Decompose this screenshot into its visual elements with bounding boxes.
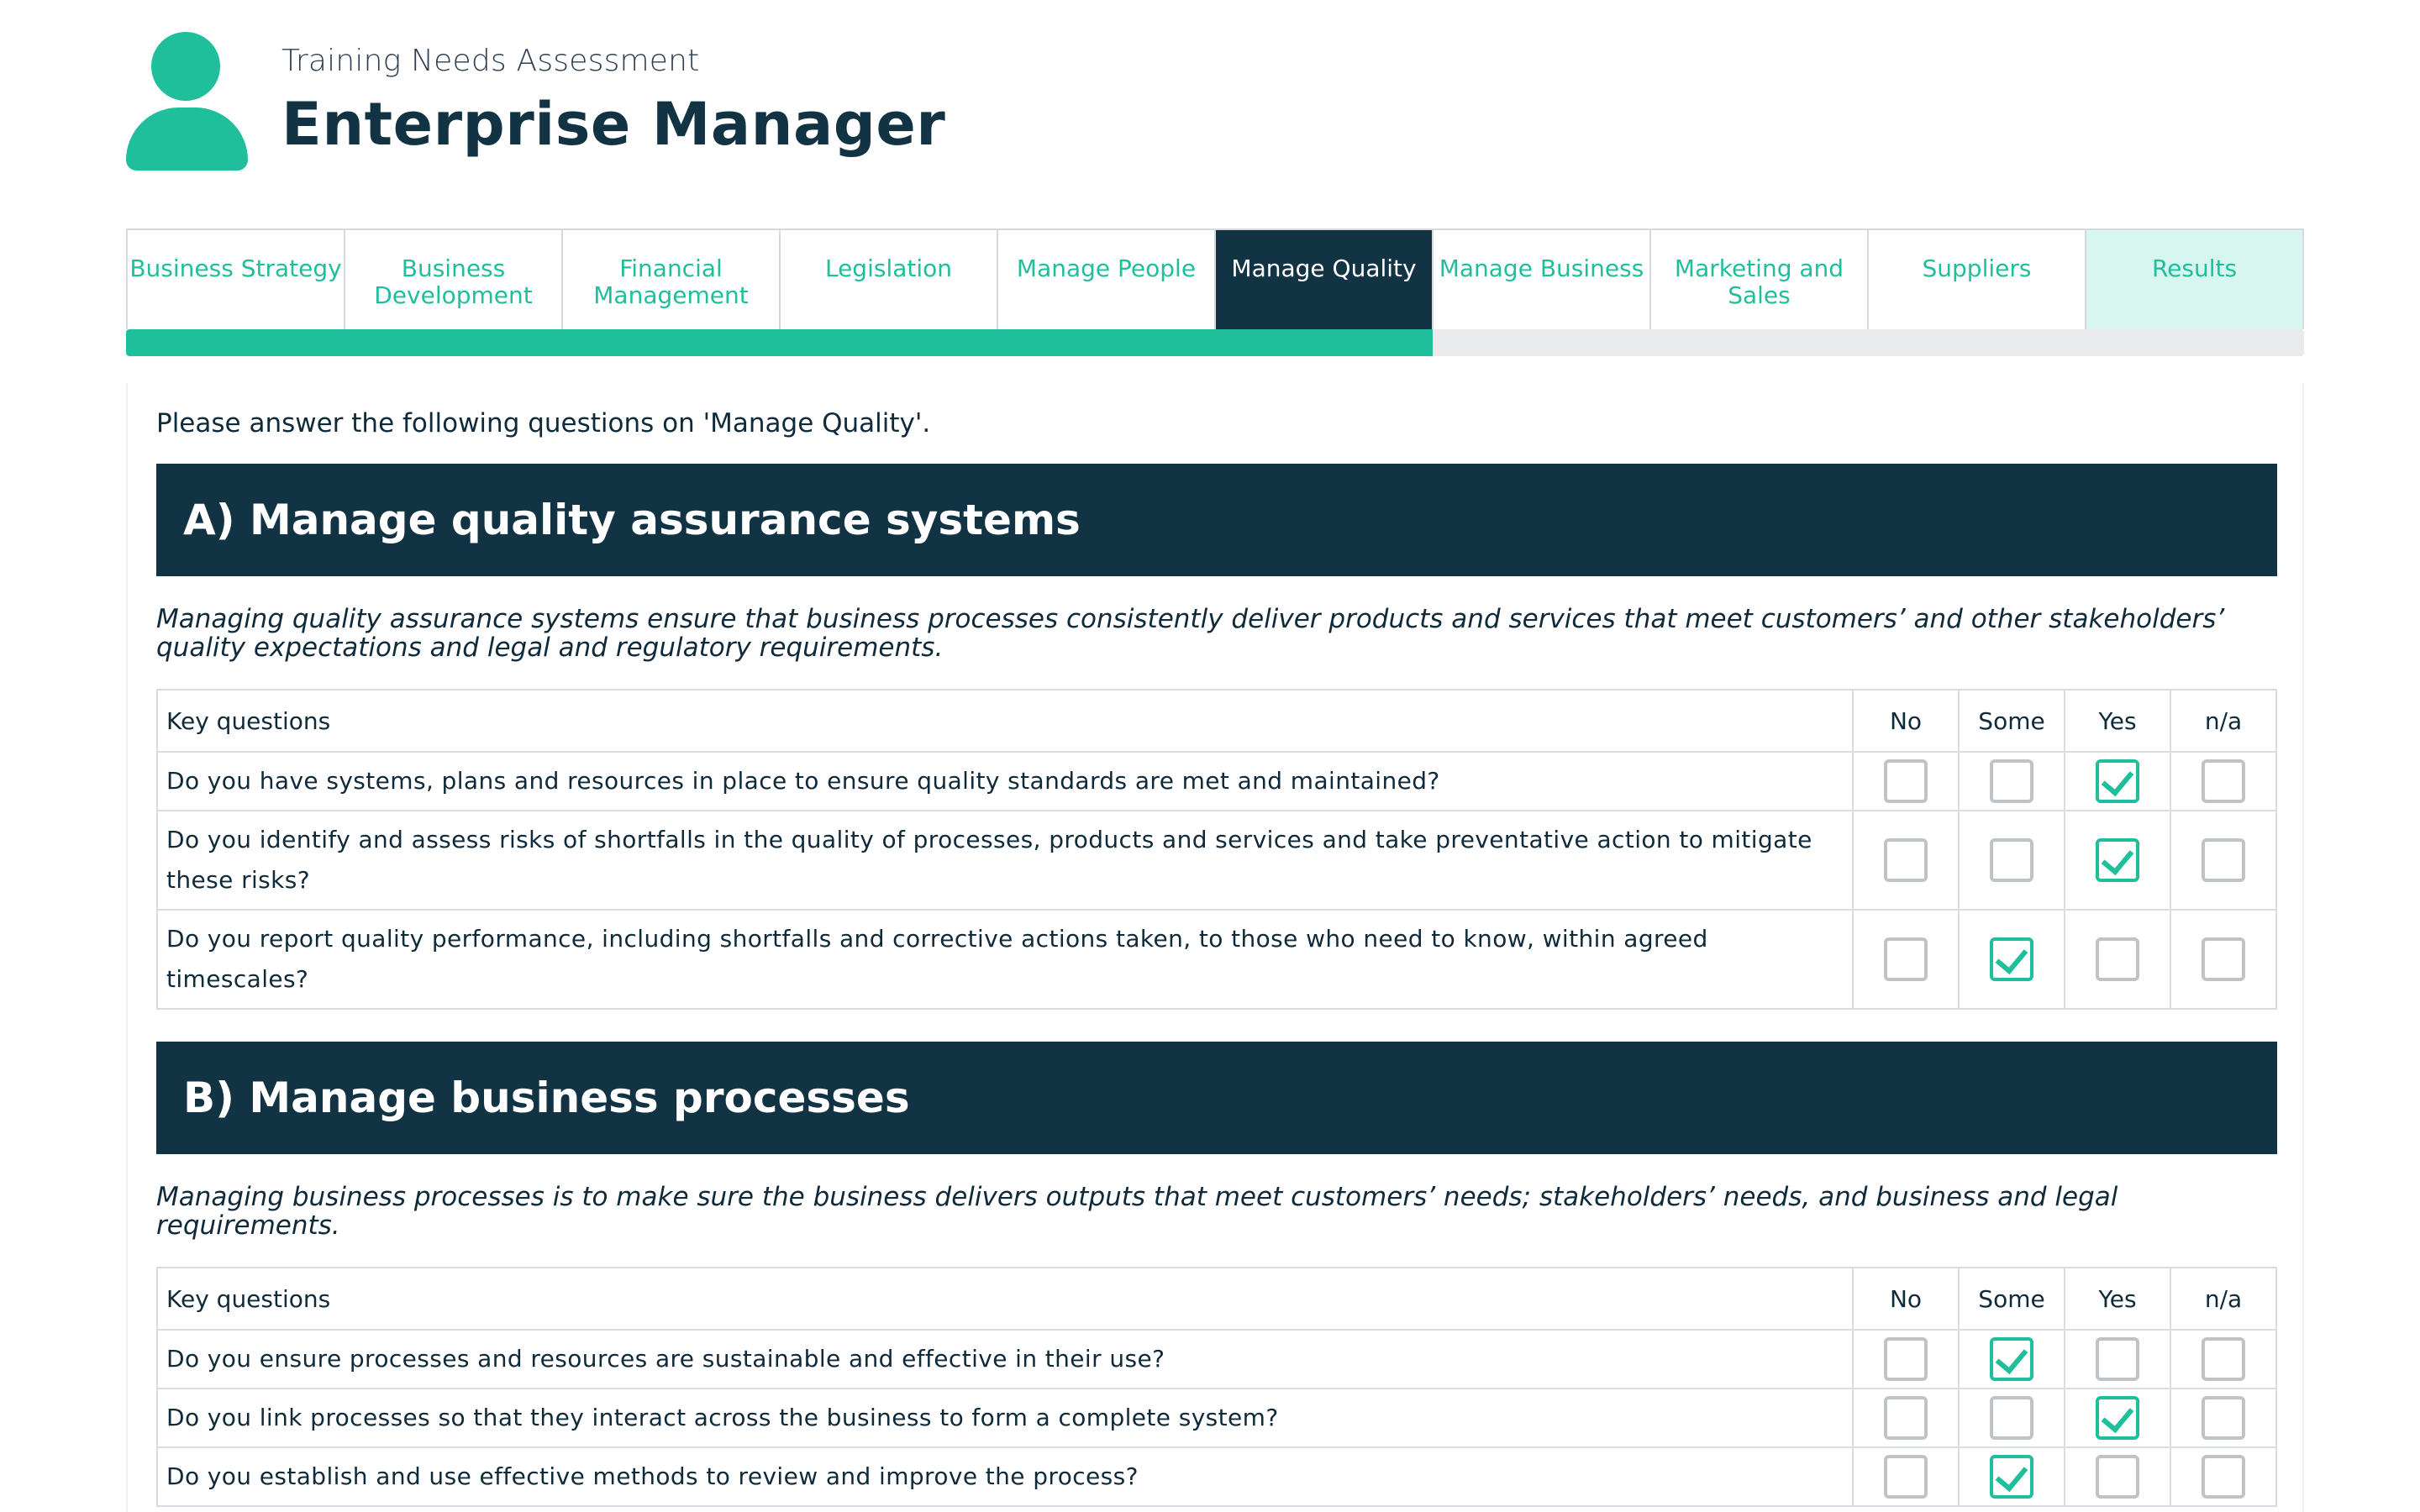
answer-cell-no [1853,811,1959,910]
answer-cell-some [1959,811,2065,910]
tab-manage-business[interactable] [1434,230,1651,329]
checkbox-some[interactable] [1990,937,2033,981]
question-text: Do you ensure processes and resources are sustainable and effective in their use? [157,1330,1853,1389]
checkbox-na[interactable] [2202,1455,2245,1499]
table-header-row [157,690,2276,752]
user-icon-body [126,108,248,171]
answer-cell-no [1853,752,1959,811]
answer-cell-na [2170,910,2276,1009]
answer-cell-no [1853,1389,1959,1447]
table-row [157,1447,2276,1506]
answer-cell-some [1959,752,2065,811]
tab-business-strategy[interactable] [128,230,345,329]
checkbox-no[interactable] [1884,937,1928,981]
tab-business-development[interactable] [345,230,563,329]
checkbox-na[interactable] [2202,759,2245,803]
column-header-some: Some [1959,1268,2065,1330]
checkbox-some[interactable] [1990,1396,2033,1440]
progress-bar [126,329,2304,356]
tab-label: Financial Management [593,255,749,309]
tab-label: Business Development [374,255,533,309]
header [126,32,945,171]
checkbox-yes[interactable] [2096,1337,2139,1381]
tab-legislation[interactable] [781,230,998,329]
table-row [157,1330,2276,1389]
tab-label: Manage Quality [1231,255,1417,282]
answer-cell-yes [2065,1447,2170,1506]
content-panel [126,383,2304,1512]
checkbox-some[interactable] [1990,759,2033,803]
section-heading: A) Manage quality assurance systems [156,464,2277,576]
answer-cell-no [1853,1447,1959,1506]
table-row [157,1389,2276,1447]
section-heading: B) Manage business processes [156,1042,2277,1154]
section-b [156,1042,2277,1507]
answer-cell-yes [2065,752,2170,811]
answer-cell-na [2170,811,2276,910]
question-text: Do you establish and use effective methods to review and improve the process? [157,1447,1853,1506]
answer-cell-na [2170,752,2276,811]
column-header-no: No [1853,1268,1959,1330]
checkbox-yes[interactable] [2096,838,2139,882]
table-row [157,811,2276,910]
table-row [157,752,2276,811]
section-description: Managing quality assurance systems ensure that business processes consistently deliver products and services that meet customers’ and other stakeholders’ quality expectations and legal and regulatory requirements. [156,604,2225,663]
tab-label: Suppliers [1922,255,2032,282]
question-text: Do you identify and assess risks of shortfalls in the quality of processes, products and services and take preventative action to mitigate these risks? [157,811,1853,910]
tab-results[interactable] [2086,230,2302,329]
answer-cell-some [1959,1330,2065,1389]
answer-cell-some [1959,1389,2065,1447]
tab-label: Manage People [1016,255,1197,282]
checkbox-yes[interactable] [2096,1455,2139,1499]
tab-manage-quality[interactable] [1216,230,1434,329]
tab-label: Results [2151,255,2238,282]
answer-cell-some [1959,910,2065,1009]
table-header-row [157,1268,2276,1330]
checkbox-no[interactable] [1884,1396,1928,1440]
column-header-yes: Yes [2065,1268,2170,1330]
checkbox-na[interactable] [2202,838,2245,882]
checkbox-no[interactable] [1884,838,1928,882]
column-header-no: No [1853,690,1959,752]
answer-cell-na [2170,1447,2276,1506]
user-icon [126,32,248,171]
page-subtitle: Training Needs Assessment [281,44,700,78]
column-header-na: n/a [2170,690,2276,752]
checkbox-some[interactable] [1990,838,2033,882]
table-row [157,910,2276,1009]
question-text: Do you link processes so that they interact across the business to form a complete system? [157,1389,1853,1447]
column-header-na: n/a [2170,1268,2276,1330]
tab-label: Marketing and Sales [1674,255,1844,309]
checkbox-na[interactable] [2202,937,2245,981]
tab-financial-management[interactable] [563,230,781,329]
answer-cell-some [1959,1447,2065,1506]
column-header-some: Some [1959,690,2065,752]
checkbox-some[interactable] [1990,1455,2033,1499]
user-icon-head [151,32,220,101]
tab-label: Business Strategy [129,255,342,282]
answer-cell-na [2170,1389,2276,1447]
answer-cell-no [1853,910,1959,1009]
column-header-question: Key questions [157,1268,1853,1330]
question-text: Do you report quality performance, including shortfalls and corrective actions taken, to those who need to know, within agreed timescales? [157,910,1853,1009]
answer-cell-yes [2065,1330,2170,1389]
checkbox-no[interactable] [1884,1455,1928,1499]
checkbox-yes[interactable] [2096,1396,2139,1440]
column-header-yes: Yes [2065,690,2170,752]
column-header-question: Key questions [157,690,1853,752]
section-description: Managing business processes is to make sure the business delivers outputs that meet customers’ needs; stakeholders’ needs, and business and legal requirements. [156,1182,2118,1241]
questions-table [156,689,2277,1010]
answer-cell-no [1853,1330,1959,1389]
answer-cell-yes [2065,910,2170,1009]
checkbox-yes[interactable] [2096,759,2139,803]
tab-bar [126,228,2304,329]
question-text: Do you have systems, plans and resources in place to ensure quality standards are met and maintained? [157,752,1853,811]
section-a [156,464,2277,1010]
questions-table [156,1267,2277,1507]
tab-label: Manage Business [1439,255,1644,282]
checkbox-no[interactable] [1884,1337,1928,1381]
checkbox-na[interactable] [2202,1337,2245,1381]
tab-suppliers[interactable] [1869,230,2086,329]
checkbox-na[interactable] [2202,1396,2245,1440]
checkbox-yes[interactable] [2096,937,2139,981]
progress-bar-fill [126,329,1433,356]
tab-label: Legislation [824,255,953,282]
answer-cell-yes [2065,811,2170,910]
checkbox-some[interactable] [1990,1337,2033,1381]
tab-manage-people[interactable] [998,230,1216,329]
answer-cell-na [2170,1330,2276,1389]
answer-cell-yes [2065,1389,2170,1447]
intro-text: Please answer the following questions on 'Manage Quality'. [156,408,931,438]
page-title: Enterprise Manager [281,90,946,159]
header-titles [281,44,945,159]
checkbox-no[interactable] [1884,759,1928,803]
tab-marketing-and-sales[interactable] [1651,230,1869,329]
